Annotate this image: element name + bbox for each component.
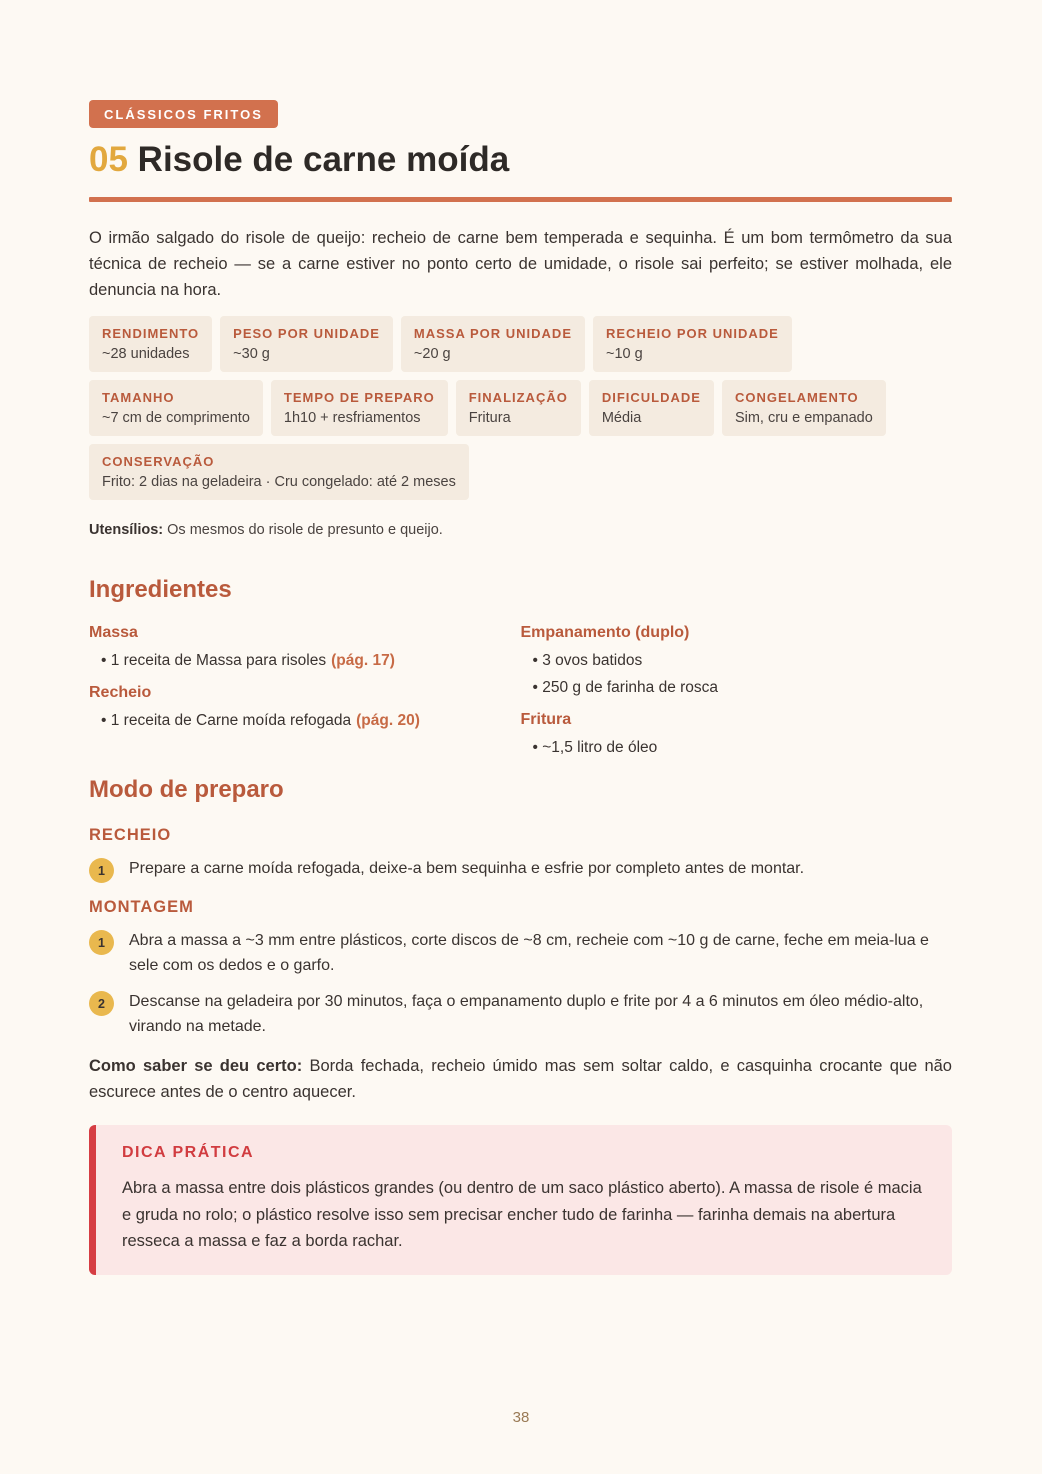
ingredient-group-title: Empanamento (duplo) [520,624,690,641]
info-chip-value: ~30 g [233,346,270,362]
info-chip-label: TAMANHO [102,390,175,405]
ingredient-text: 3 ovos batidos [542,652,643,669]
ingredients-heading: Ingredientes [89,576,232,603]
step-number-badge: 2 [89,991,114,1016]
info-chip-value: Sim, cru e empanado [734,410,873,426]
ingredients-left-column [89,623,521,765]
info-chip [589,380,714,436]
info-chip [271,380,448,436]
ingredient-list [521,651,953,697]
info-chip [89,380,263,436]
ingredient-text: ~1,5 litro de óleo [542,739,658,756]
method-step [89,856,952,883]
info-chip-value: Fritura [468,410,511,426]
info-chip-label: DIFICULDADE [601,390,701,405]
info-chip [593,316,792,372]
ingredients-columns [89,623,952,765]
title-divider [89,197,952,202]
ingredients-right-column [521,623,953,765]
info-chip-value: Média [601,410,642,426]
page-number: 38 [512,1409,530,1426]
info-chips [89,316,909,500]
ingredient-item: • 1 receita de Massa para risoles (pág. 17) [101,652,395,669]
info-chip [89,316,212,372]
ingredient-group-title: Fritura [520,711,572,728]
method-step [89,989,952,1039]
info-chip-label: CONSERVAÇÃO [102,454,215,469]
info-chip-value: Frito: 2 dias na geladeira · Cru congelado: até 2 meses [102,474,456,490]
success-check-text: Borda fechada, recheio úmido mas sem soltar caldo, e casquinha crocante que não escurece antes de o centro aquecer. [89,1057,952,1101]
info-chip-label: CONGELAMENTO [734,390,859,405]
step-text: Abra a massa a ~3 mm entre plásticos, corte discos de ~8 cm, recheie com ~10 g de carne, feche em meia-lua e sele com os dedos e o garfo. [129,932,929,974]
info-chip [220,316,393,372]
ingredient-text: 1 receita de Carne moída refogada [110,712,352,729]
ingredient-item: • 250 g de farinha de rosca [532,679,719,696]
success-check [89,1053,952,1105]
ingredient-list [521,738,953,757]
ingredient-text: 1 receita de Massa para risoles [110,652,327,669]
ingredient-group-title: Recheio [89,684,152,701]
utensils-label: Utensílios: [89,522,164,538]
page-reference: (pág. 20) [356,712,420,729]
recipe-number: 05 [89,140,128,179]
info-chip-value: 1h10 + resfriamentos [283,410,421,426]
method-section-title: MONTAGEM [89,898,194,916]
info-chip-label: FINALIZAÇÃO [468,390,568,405]
method-step [89,928,952,978]
utensils-text: Os mesmos do risole de presunto e queijo. [167,522,443,538]
recipe-name: Risole de carne moída [137,140,510,179]
ingredient-list [89,711,521,730]
info-chip [722,380,886,436]
success-check-label: Como saber se deu certo: [89,1057,303,1075]
intro-paragraph: O irmão salgado do risole de queijo: recheio de carne bem temperada e sequinha. É um bom termômetro da sua técnica de recheio — se a carne estiver no ponto certo de umidade, o risole sai perfeito; se estiver molhada, ele denuncia na hora. [89,229,952,299]
method-sections [89,825,952,1039]
ingredient-item: • 1 receita de Carne moída refogada (pág. 20) [101,712,420,729]
info-chip-label: MASSA POR UNIDADE [413,326,572,341]
info-chip-value: ~20 g [413,346,451,362]
info-chip-value: ~28 unidades [102,346,190,362]
ingredient-item: • 3 ovos batidos [532,652,643,669]
method-heading: Modo de preparo [89,776,284,803]
category-badge: CLÁSSICOS FRITOS [89,100,278,128]
tip-box [89,1125,952,1275]
method-section-title: RECHEIO [89,826,172,844]
info-chip-label: RENDIMENTO [102,326,200,341]
step-number-badge: 1 [89,858,114,883]
info-chip-label: TEMPO DE PREPARO [283,390,435,405]
ingredient-item: • ~1,5 litro de óleo [532,739,658,756]
step-text: Prepare a carne moída refogada, deixe-a bem sequinha e esfrie por completo antes de montar. [129,860,805,877]
step-text: Descanse na geladeira por 30 minutos, faça o empanamento duplo e frite por 4 a 6 minutos em óleo médio-alto, virando na metade. [129,993,924,1035]
info-chip [89,444,469,500]
info-chip [401,316,585,372]
info-chip-label: PESO POR UNIDADE [233,326,380,341]
page-reference: (pág. 17) [331,652,395,669]
info-chip [456,380,581,436]
recipe-page [89,100,952,1275]
tip-label: DICA PRÁTICA [122,1144,255,1161]
ingredient-text: 250 g de farinha de rosca [542,679,719,696]
utensils-line [89,522,952,538]
info-chip-label: RECHEIO POR UNIDADE [606,326,779,341]
ingredient-list [89,651,521,670]
recipe-title [89,140,952,180]
tip-text: Abra a massa entre dois plásticos grandes (ou dentro de um saco plástico aberto). A massa de risole é macia e gruda no rolo; o plástico resolve isso sem precisar encher tudo de farinha — farinha demais na abertura resseca a massa e faz a borda rachar. [122,1179,922,1250]
ingredient-group-title: Massa [89,624,138,641]
info-chip-value: ~10 g [606,346,643,362]
info-chip-value: ~7 cm de comprimento [102,410,250,426]
step-number-badge: 1 [89,930,114,955]
